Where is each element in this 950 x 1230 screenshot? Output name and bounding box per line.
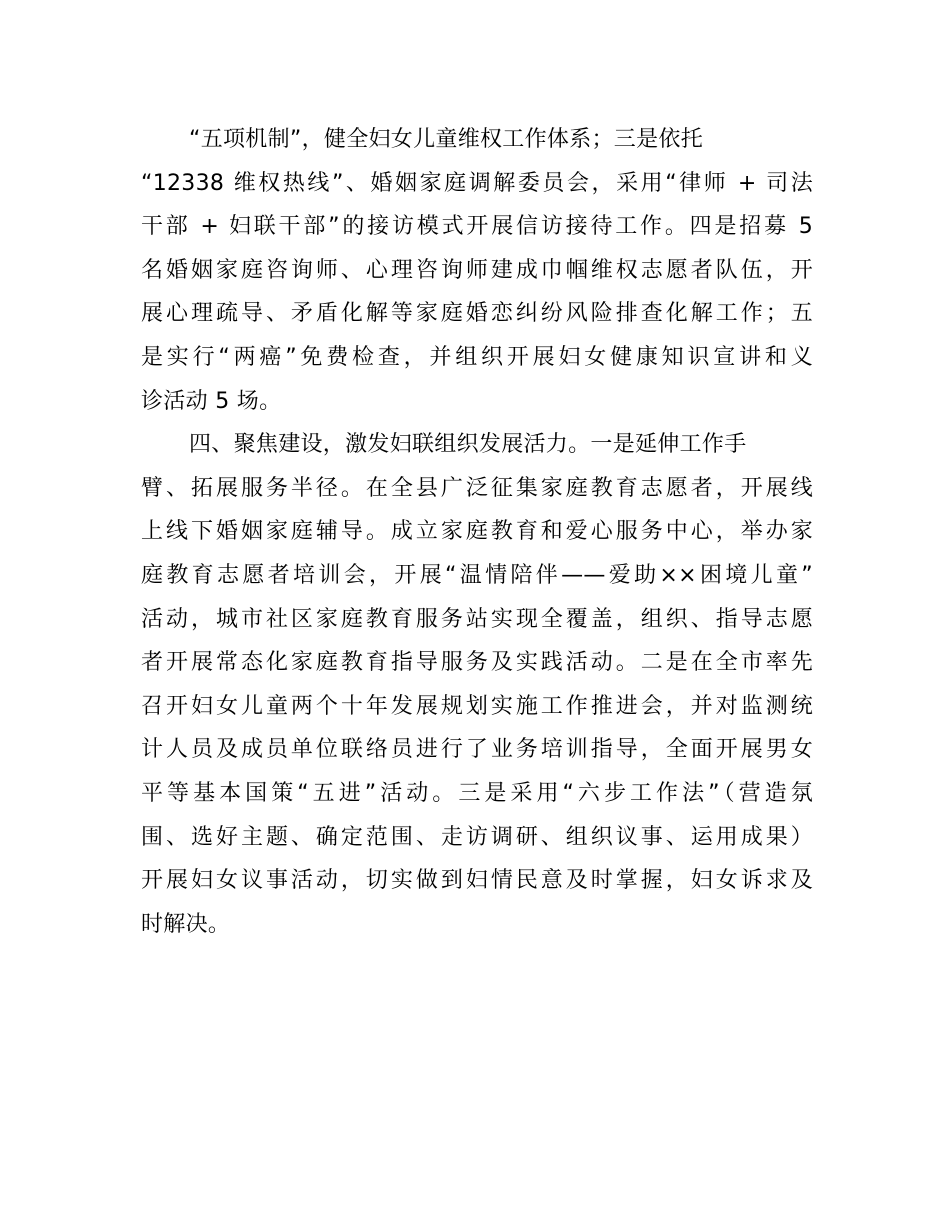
paragraph-heading-line: 四、聚焦建设，激发妇联组织发展活力。一是延伸工作手 bbox=[189, 432, 747, 458]
paragraph-line: 干部 + 妇联干部”的接访模式开展信访接待工作。四是招募 5 bbox=[141, 214, 813, 240]
paragraph-line: 上线下婚姻家庭辅导。成立家庭教育和爱心服务中心，举办家 bbox=[141, 519, 813, 545]
paragraph-line: “五项机制”，健全妇女儿童维权工作体系；三是依托 bbox=[189, 127, 703, 152]
paragraph-line: 时解决。 bbox=[141, 911, 231, 937]
paragraph-line: 展心理疏导、矛盾化解等家庭婚恋纠纷风险排查化解工作；五 bbox=[141, 301, 813, 327]
paragraph-rights-protection bbox=[141, 118, 813, 423]
paragraph-line: 活动，城市社区家庭教育服务站实现全覆盖，组织、指导志愿 bbox=[141, 606, 813, 632]
paragraph-line: 召开妇女儿童两个十年发展规划实施工作推进会，并对监测统 bbox=[141, 693, 813, 719]
paragraph-line: 名婚姻家庭咨询师、心理咨询师建成巾帼维权志愿者队伍，开 bbox=[141, 257, 813, 283]
paragraph-line: 开展妇女议事活动，切实做到妇情民意及时掌握，妇女诉求及 bbox=[141, 868, 813, 894]
paragraph-line: 庭教育志愿者培训会，开展“温情陪伴——爱助××困境儿童” bbox=[141, 562, 813, 588]
paragraph-line: 臂、拓展服务半径。在全县广泛征集家庭教育志愿者，开展线 bbox=[141, 475, 813, 501]
paragraph-line: 平等基本国策“五进”活动。三是采用“六步工作法”（营造氛 bbox=[141, 780, 813, 806]
paragraph-line: “12338 维权热线”、婚姻家庭调解委员会，采用“律师 + 司法 bbox=[141, 170, 813, 196]
paragraph-line: 围、选好主题、确定范围、走访调研、组织议事、运用成果） bbox=[141, 824, 813, 850]
paragraph-line: 诊活动 5 场。 bbox=[141, 388, 282, 414]
paragraph-line: 是实行“两癌”免费检查，并组织开展妇女健康知识宣讲和义 bbox=[141, 344, 813, 370]
document-body bbox=[141, 118, 813, 946]
paragraph-line: 计人员及成员单位联络员进行了业务培训指导，全面开展男女 bbox=[141, 737, 813, 763]
paragraph-line: 者开展常态化家庭教育指导服务及实践活动。二是在全市率先 bbox=[141, 650, 813, 676]
paragraph-organization-building bbox=[141, 423, 813, 946]
